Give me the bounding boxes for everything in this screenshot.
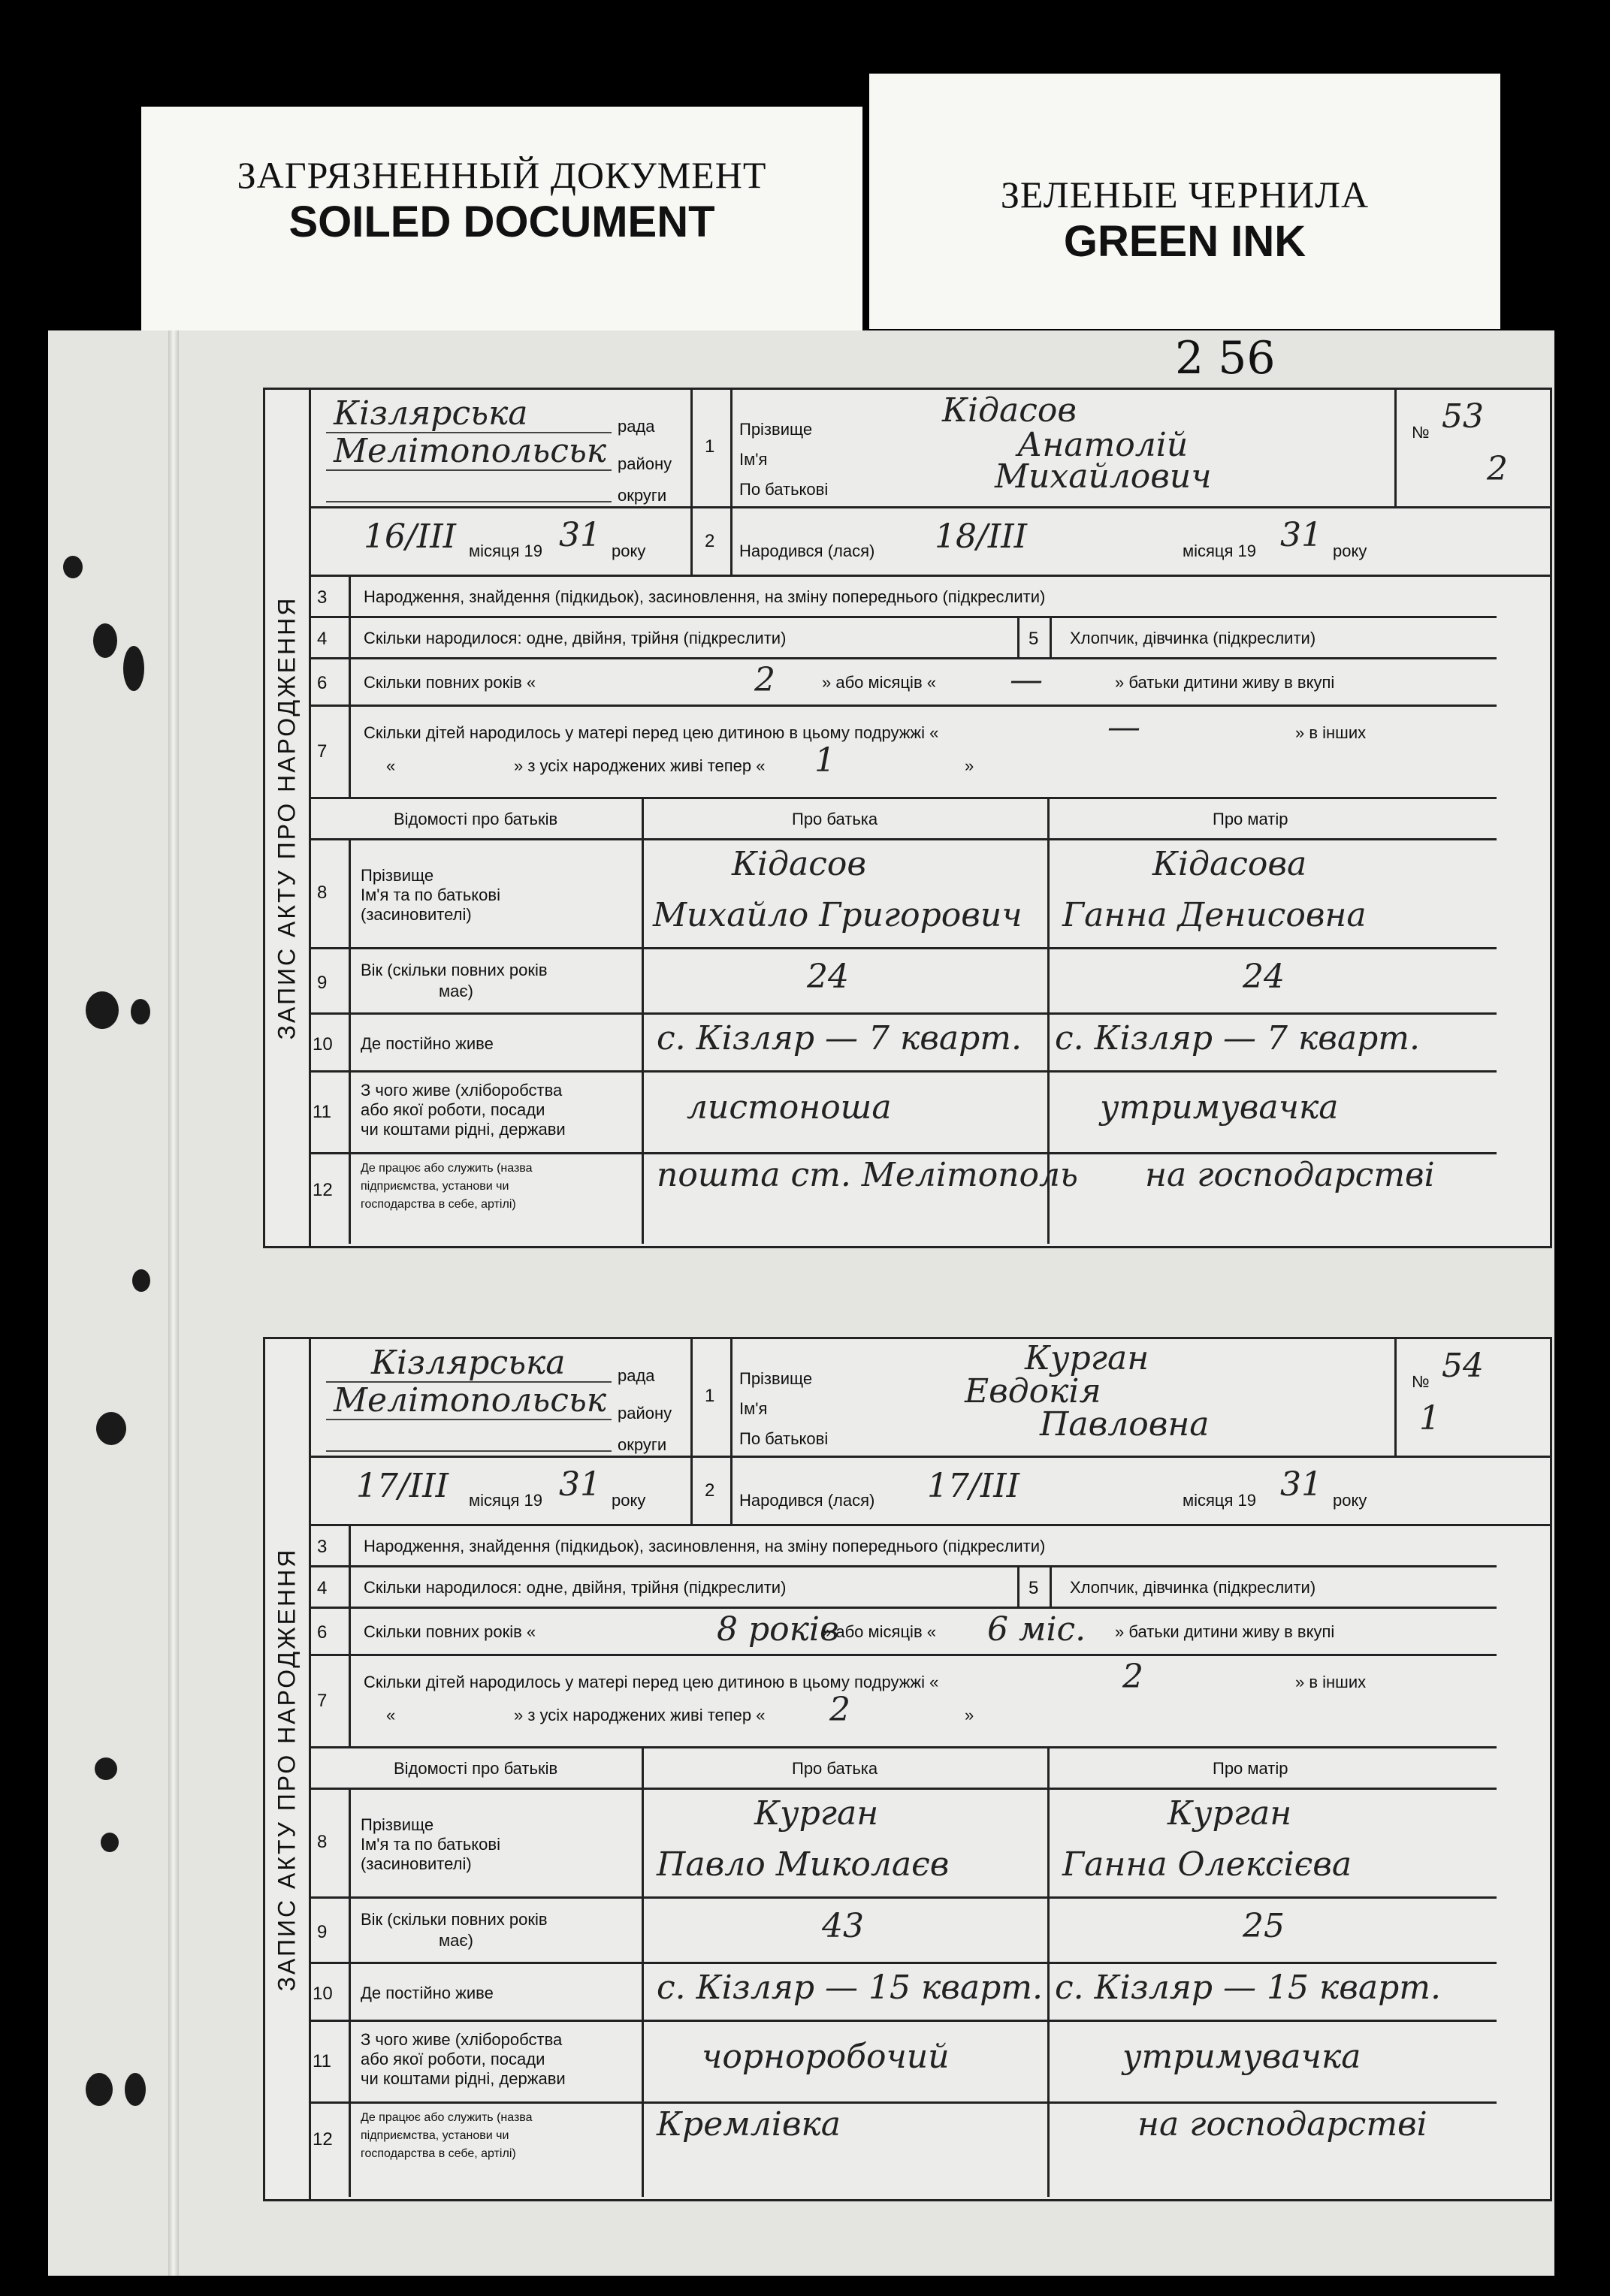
binding-hole — [123, 646, 144, 691]
father-workplace-value: Кремлівка — [657, 2105, 841, 2144]
mother-workplace-value: на господарстві — [1145, 1156, 1435, 1194]
row-6 — [311, 659, 1497, 707]
child-name-value: Анатолій — [1017, 426, 1189, 464]
parents-table — [311, 1790, 1497, 2197]
parent-name-label: Ім'я та по батькові — [361, 886, 500, 904]
mother-occupation-value: утримувачка — [1122, 2038, 1361, 2076]
row-number: 3 — [317, 1537, 328, 1557]
soiled-label-russian: ЗАГРЯЗНЕННЫЙ ДОКУМЕНТ — [237, 154, 767, 196]
record-side-label — [265, 390, 311, 1246]
record-side-title: ЗАПИС АКТУ ПРО НАРОДЖЕННЯ — [273, 596, 301, 1040]
year-label: року — [1333, 542, 1367, 560]
green-ink-label — [869, 74, 1500, 329]
binding-hole — [95, 1757, 117, 1780]
years-together-label: Скільки повних років « — [364, 673, 536, 692]
occupation-label-3: чи коштами рідні, держави — [361, 2069, 566, 2088]
father-residence-value: с. Кізляр — 7 кварт. — [657, 1019, 1022, 1057]
workplace-label-1: Де працює або служить (назва — [361, 1162, 533, 1175]
age-suffix-label: має) — [439, 1931, 473, 1950]
record-side-title: ЗАПИС АКТУ ПРО НАРОДЖЕННЯ — [273, 1547, 301, 1991]
month-label: місяця 19 — [469, 542, 543, 560]
occupation-label-2: або якої роботи, посади — [361, 2050, 545, 2068]
binding-hole — [63, 556, 83, 578]
row-number: 1 — [705, 1386, 715, 1406]
children-before-label: Скільки дітей народилось у матері перед цею дитиною в цьому подружжі « — [364, 1673, 939, 1691]
green-ink-label-english: GREEN INK — [1063, 217, 1306, 266]
month-label: місяця 19 — [1183, 1491, 1257, 1510]
row-number: 10 — [313, 1984, 333, 2004]
born-label: Народився (лася) — [739, 1491, 875, 1510]
child-name-cell — [739, 390, 1310, 506]
mother-name-value: Ганна Олексієва — [1062, 1845, 1352, 1884]
father-header: Про батька — [792, 1759, 878, 1778]
row-6 — [311, 1609, 1497, 1656]
residence-label: Де постійно живе — [361, 1034, 494, 1053]
registration-date-value: 17/III — [356, 1467, 449, 1505]
father-occupation-value: чорноробочий — [702, 2038, 950, 2076]
workplace-label-2: підприємства, установи чи — [361, 1180, 509, 1193]
district-label: району — [618, 1404, 672, 1423]
parent-surname-label: Прізвище — [361, 866, 434, 885]
council-value: Кізлярська — [371, 1344, 566, 1382]
header-block — [311, 390, 1550, 508]
year-label: року — [612, 1491, 646, 1510]
parents-header — [311, 799, 1497, 840]
number-label: № — [1412, 1372, 1430, 1391]
name-label: Ім'я — [739, 450, 768, 469]
workplace-label-3: господарства в себе, артілі) — [361, 2147, 516, 2160]
name-label: Ім'я — [739, 1399, 768, 1418]
father-surname-value: Кідасов — [732, 845, 866, 883]
binding-hole — [96, 1412, 126, 1445]
region-label: округи — [618, 486, 667, 505]
mother-surname-value: Курган — [1167, 1794, 1292, 1833]
mother-header: Про матір — [1213, 1759, 1288, 1778]
row-number: 12 — [313, 1180, 333, 1200]
in-others-label: » в інших — [1295, 723, 1367, 742]
binding-hole — [93, 623, 117, 658]
child-patronymic-value: Павловна — [1040, 1405, 1210, 1444]
row-number: 7 — [317, 741, 328, 762]
age-label: Вік (скільки повних років — [361, 961, 548, 979]
mother-header: Про матір — [1213, 810, 1288, 828]
year-label: року — [1333, 1491, 1367, 1510]
occupation-label-1: З чого живе (хліборобства — [361, 2030, 563, 2049]
birth-count-label: Скільки народилося: одне, двійня, трійня (підкреслити) — [364, 1578, 787, 1597]
birth-year-value: 31 — [1280, 1465, 1322, 1504]
father-residence-value: с. Кізляр — 15 кварт. — [657, 1969, 1043, 2007]
date-row — [311, 508, 1550, 577]
years-together-value: 2 — [754, 661, 775, 699]
page-stamp: 2 56 — [1175, 332, 1276, 385]
underline — [326, 1419, 612, 1420]
row-3 — [311, 577, 1497, 618]
birth-record-1 — [263, 388, 1552, 1248]
child-patronymic-value: Михайлович — [995, 457, 1212, 496]
children-alive-label: » з усіх народжених живі тепер « — [514, 756, 766, 775]
row-number: 4 — [317, 629, 328, 649]
children-before-value: 2 — [1122, 1658, 1143, 1696]
age-label: Вік (скільки повних років — [361, 1910, 548, 1929]
council-label: рада — [618, 417, 655, 436]
binding-hole — [101, 1833, 119, 1852]
row-number: 9 — [317, 1922, 328, 1942]
record-number-cell — [1394, 1339, 1552, 1456]
council-cell — [311, 390, 693, 506]
father-age-value: 24 — [807, 958, 849, 996]
sex-label: Хлопчик, дівчинка (підкреслити) — [1070, 629, 1316, 647]
patronymic-label: По батькові — [739, 1429, 829, 1448]
underline — [326, 469, 612, 471]
occupation-label-1: З чого живе (хліборобства — [361, 1081, 563, 1100]
registration-year-value: 31 — [559, 516, 601, 554]
occupation-label-3: чи коштами рідні, держави — [361, 1120, 566, 1139]
quote-label: « — [386, 756, 396, 775]
row-number: 7 — [317, 1691, 328, 1711]
born-label: Народився (лася) — [739, 542, 875, 560]
row-number: 5 — [1029, 629, 1039, 649]
mother-name-value: Ганна Денисовна — [1062, 896, 1367, 934]
birth-date-value: 17/III — [927, 1467, 1019, 1505]
mother-workplace-value: на господарстві — [1137, 2105, 1427, 2144]
row-3 — [311, 1526, 1497, 1567]
month-label: місяця 19 — [469, 1491, 543, 1510]
record-subnumber-value: 1 — [1419, 1399, 1440, 1438]
binding-hole — [132, 1269, 150, 1292]
row-7 — [311, 1656, 1497, 1748]
father-name-value: Павло Миколаєв — [657, 1845, 950, 1884]
row-number: 11 — [313, 2051, 331, 2071]
parent-name-label: Ім'я та по батькові — [361, 1835, 500, 1854]
parents-table — [311, 840, 1497, 1244]
children-alive-label: » з усіх народжених живі тепер « — [514, 1706, 766, 1724]
binding-fold — [168, 330, 179, 2276]
father-surname-value: Курган — [754, 1794, 879, 1833]
birth-date-value: 18/III — [935, 517, 1027, 556]
registration-date-cell — [311, 508, 693, 575]
years-together-value: 8 років — [717, 1610, 839, 1649]
row-number: 9 — [317, 973, 328, 993]
header-block — [311, 1339, 1550, 1458]
binding-hole — [86, 991, 119, 1029]
birth-type-label: Народження, знайдення (підкидьок), засиновлення, на зміну попереднього (підкреслити) — [364, 587, 1046, 606]
workplace-label-2: підприємства, установи чи — [361, 2129, 509, 2142]
green-ink-label-russian: ЗЕЛЕНЫЕ ЧЕРНИЛА — [1000, 173, 1370, 216]
row-1-number-cell — [693, 1339, 733, 1456]
row-number: 5 — [1029, 1578, 1039, 1598]
registration-date-value: 16/III — [364, 517, 456, 556]
surname-label: Прізвище — [739, 420, 813, 439]
row-number: 6 — [317, 1622, 328, 1643]
parents-info-label: Відомості про батьків — [394, 1759, 558, 1778]
council-label: рада — [618, 1366, 655, 1385]
row-9 — [311, 949, 1497, 1015]
age-suffix-label: має) — [439, 982, 473, 1000]
birth-date-cell — [739, 508, 1543, 575]
birth-year-value: 31 — [1280, 516, 1322, 554]
birth-date-cell — [739, 1458, 1543, 1524]
adopters-label: (засиновителі) — [361, 1854, 472, 1873]
child-surname-value: Курган — [1025, 1339, 1149, 1377]
years-together-label: Скільки повних років « — [364, 1622, 536, 1641]
row-number: 2 — [705, 531, 715, 551]
children-alive-value: 1 — [814, 741, 835, 780]
patronymic-label: По батькові — [739, 480, 829, 499]
district-label: району — [618, 454, 672, 473]
binding-hole — [131, 999, 150, 1024]
child-name-cell — [739, 1339, 1310, 1456]
row-2-number-cell — [693, 1458, 733, 1524]
mother-age-value: 24 — [1243, 958, 1285, 996]
child-surname-value: Кідасов — [942, 391, 1077, 430]
living-together-label: » батьки дитини живу в вкупі — [1115, 1622, 1335, 1641]
mother-occupation-value: утримувачка — [1100, 1088, 1339, 1127]
father-header: Про батька — [792, 810, 878, 828]
months-label: » або місяців « — [822, 1622, 936, 1641]
region-label: округи — [618, 1435, 667, 1454]
child-name-value: Евдокія — [965, 1372, 1101, 1410]
residence-label: Де постійно живе — [361, 1984, 494, 2002]
months-together-value: — — [1010, 661, 1043, 699]
record-side-label — [265, 1339, 311, 2199]
adopters-label: (засиновителі) — [361, 905, 472, 924]
year-label: року — [612, 542, 646, 560]
row-4-5 — [311, 1567, 1497, 1609]
father-workplace-value: пошта ст. Мелітополь — [657, 1156, 1078, 1194]
row-number: 8 — [317, 1832, 328, 1852]
underline — [326, 1450, 612, 1452]
row-number: 1 — [705, 436, 715, 457]
row-number: 8 — [317, 882, 328, 903]
register-page — [48, 330, 1554, 2276]
row-number-cell — [311, 577, 351, 616]
mother-surname-value: Кідасова — [1152, 845, 1307, 883]
divider — [311, 618, 1019, 657]
row-7 — [311, 707, 1497, 799]
row-1-number-cell — [693, 390, 733, 506]
district-value: Мелітопольськ — [334, 1381, 607, 1420]
birth-record-2 — [263, 1337, 1552, 2201]
mother-residence-value: с. Кізляр — 7 кварт. — [1055, 1019, 1420, 1057]
row-number: 12 — [313, 2129, 333, 2150]
row-9 — [311, 1899, 1497, 1964]
surname-label: Прізвище — [739, 1369, 813, 1388]
workplace-label-1: Де працює або служить (назва — [361, 2111, 533, 2124]
council-cell — [311, 1339, 693, 1456]
row-number: 6 — [317, 673, 328, 693]
workplace-label-3: господарства в себе, артілі) — [361, 1198, 516, 1211]
parents-info-label: Відомості про батьків — [394, 810, 558, 828]
in-others-label: » в інших — [1295, 1673, 1367, 1691]
record-number-cell — [1394, 390, 1552, 506]
divider — [311, 1567, 1019, 1607]
soiled-document-label — [141, 107, 862, 332]
number-label: № — [1412, 423, 1430, 442]
record-number-value: 54 — [1442, 1347, 1484, 1385]
parent-surname-label: Прізвище — [361, 1815, 434, 1834]
registration-year-value: 31 — [559, 1465, 601, 1504]
father-age-value: 43 — [822, 1907, 864, 1945]
row-number: 4 — [317, 1578, 328, 1598]
mother-age-value: 25 — [1243, 1907, 1285, 1945]
row-number: 3 — [317, 587, 328, 608]
children-alive-value: 2 — [829, 1691, 850, 1729]
sex-label: Хлопчик, дівчинка (підкреслити) — [1070, 1578, 1316, 1597]
months-label: » або місяців « — [822, 673, 936, 692]
date-row — [311, 1458, 1550, 1526]
underline — [326, 501, 612, 502]
record-number-value: 53 — [1442, 397, 1484, 436]
children-before-value: — — [1107, 708, 1140, 747]
row-number: 11 — [313, 1102, 331, 1122]
quote-label: « — [386, 1706, 396, 1724]
children-before-label: Скільки дітей народилось у матері перед цею дитиною в цьому подружжі « — [364, 723, 939, 742]
quote-close-label: » — [965, 756, 974, 775]
soiled-label-english: SOILED DOCUMENT — [288, 198, 715, 246]
birth-type-label: Народження, знайдення (підкидьок), засиновлення, на зміну попереднього (підкреслити) — [364, 1537, 1046, 1555]
registration-date-cell — [311, 1458, 693, 1524]
month-label: місяця 19 — [1183, 542, 1257, 560]
row-2-number-cell — [693, 508, 733, 575]
row-number: 2 — [705, 1480, 715, 1501]
parents-header — [311, 1748, 1497, 1790]
occupation-label-2: або якої роботи, посади — [361, 1100, 545, 1119]
living-together-label: » батьки дитини живу в вкупі — [1115, 673, 1335, 692]
record-subnumber-value: 2 — [1487, 450, 1508, 488]
mother-residence-value: с. Кізляр — 15 кварт. — [1055, 1969, 1441, 2007]
months-together-value: 6 міс. — [987, 1610, 1086, 1649]
council-value: Кізлярська — [334, 394, 528, 433]
birth-count-label: Скільки народилося: одне, двійня, трійня (підкреслити) — [364, 629, 787, 647]
father-name-value: Михайло Григорович — [653, 896, 1022, 934]
row-4-5 — [311, 618, 1497, 659]
row-number: 10 — [313, 1034, 333, 1054]
binding-hole — [86, 2073, 113, 2106]
binding-hole — [125, 2073, 146, 2106]
father-occupation-value: листоноша — [687, 1088, 892, 1127]
quote-close-label: » — [965, 1706, 974, 1724]
district-value: Мелітопольськ — [334, 432, 607, 470]
